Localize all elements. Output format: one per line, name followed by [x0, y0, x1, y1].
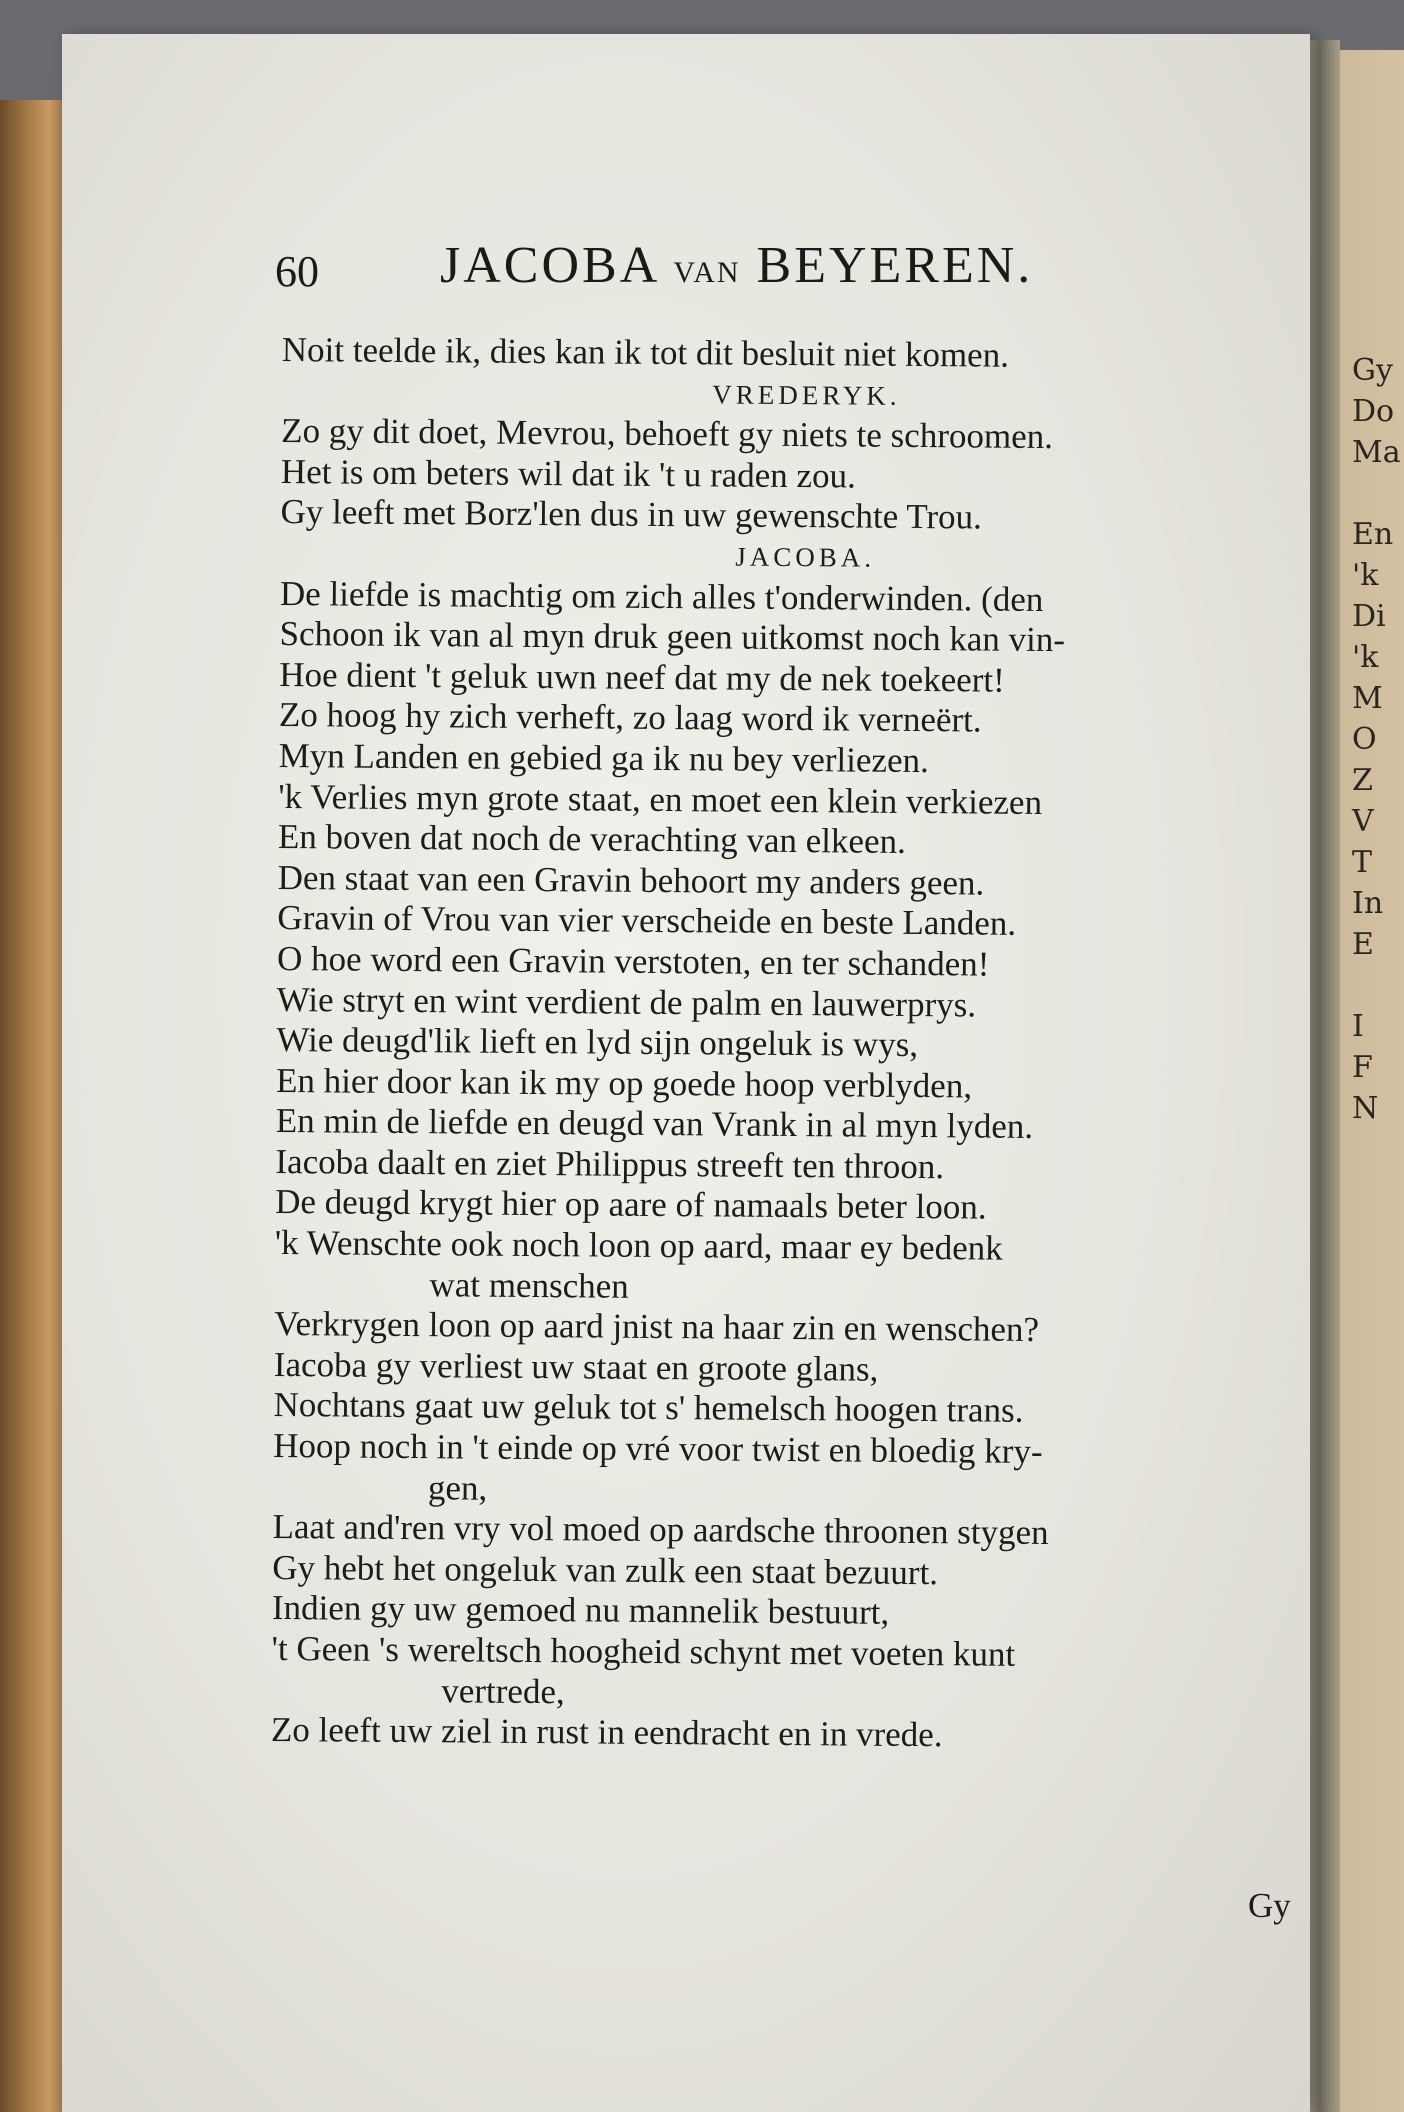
- verse-line: Laat and'ren vry vol moed op aardsche throonen stygen: [272, 1507, 1049, 1553]
- verse-line: Wie stryt en wint verdient de palm en lauwerprys.: [276, 979, 977, 1024]
- verse-line: O hoe word een Gravin verstoten, en ter schanden!: [276, 938, 990, 984]
- verse-line: 'k Verlies myn grote staat, en moet een klein verkiezen: [278, 776, 1043, 822]
- running-head-beyeren: BEYEREN.: [756, 237, 1034, 294]
- facing-page-fragment: I: [1352, 1009, 1364, 1044]
- verse-line: Noit teelde ik, dies kan ik tot dit besluit niet komen.: [281, 330, 1010, 375]
- speaker-name: JACOBA.: [735, 541, 876, 573]
- facing-page-fragment: Gy: [1352, 353, 1393, 388]
- facing-page-fragment: Z: [1352, 763, 1373, 798]
- verse-line: Zo hoog hy zich verheft, zo laag word ik verneërt.: [278, 695, 982, 740]
- verse-line: Gy hebt het ongeluk van zulk een staat bezuurt.: [272, 1547, 939, 1593]
- verse-line: Zo leeft uw ziel in rust in eendracht en in vrede.: [270, 1710, 943, 1755]
- facing-page-fragment: M: [1352, 681, 1383, 716]
- verse-line: En min de liefde en deugd van Vrank in al myn lyden.: [275, 1101, 1034, 1147]
- verse-text-block: [271, 330, 1292, 1759]
- facing-page-fragment: In: [1352, 886, 1384, 921]
- verse-line: Het is om beters wil dat ik 't u raden zou.: [280, 451, 856, 496]
- catchword: Gy: [1248, 1886, 1291, 1925]
- verse-line: De deugd krygt hier op aare of namaals beter loon.: [274, 1182, 987, 1228]
- verse-line: Den staat van een Gravin behoort my anders geen.: [277, 857, 985, 903]
- verse-line: Iacoba gy verliest uw staat en groote glans,: [273, 1344, 879, 1389]
- verse-line: Verkrygen loon op aard jnist na haar zin en wenschen?: [274, 1304, 1040, 1350]
- speaker-name: VREDERYK.: [712, 378, 901, 411]
- facing-page-fragment: Di: [1352, 599, 1386, 634]
- facing-page-fragment: O: [1352, 722, 1377, 757]
- facing-page-fragment: N: [1352, 1091, 1379, 1126]
- verse-line: vertrede,: [441, 1670, 565, 1711]
- facing-page-fragment: 'k: [1352, 558, 1379, 593]
- verse-line: Hoop noch in 't einde op vré voor twist en bloedig kry-: [273, 1425, 1043, 1472]
- verse-line: En boven dat noch de verachting van elkeen.: [277, 817, 906, 862]
- verse-line: Schoon ik van al myn druk geen uitkomst noch kan vin-: [279, 614, 1066, 660]
- verse-line: 'k Wenschte ook noch loon op aard, maar ey bedenk: [274, 1223, 1003, 1268]
- facing-page-fragment: [1352, 971, 1401, 1012]
- facing-page-fragment: 'k: [1352, 640, 1379, 675]
- verse-line: Zo gy dit doet, Mevrou, behoeft gy niets te schroomen.: [281, 411, 1054, 457]
- facing-page-fragment: En: [1352, 517, 1394, 552]
- running-head-jacoba: JACOBA: [440, 237, 658, 294]
- facing-page-fragment: [1352, 479, 1401, 520]
- verse-line: Indien gy uw gemoed nu mannelik bestuurt,: [271, 1588, 890, 1633]
- facing-page-fragment: Do: [1352, 394, 1395, 429]
- running-head-van: VAN: [673, 256, 741, 289]
- verse-line: De liefde is machtig om zich alles t'onderwinden. (den: [279, 573, 1044, 619]
- facing-page-text: [1352, 353, 1401, 1135]
- verse-line: 't Geen 's wereltsch hoogheid schynt met voeten kunt: [271, 1628, 1016, 1674]
- page-number: 60: [275, 247, 319, 296]
- verse-line: Myn Landen en gebied ga ik nu bey verliezen.: [278, 735, 929, 781]
- facing-page-fragment: T: [1352, 845, 1373, 880]
- verse-line: Wie deugd'lik lieft en lyd sijn ongeluk is wys,: [276, 1020, 919, 1065]
- facing-page-fragment: F: [1352, 1050, 1373, 1085]
- facing-page-fragment: E: [1352, 927, 1374, 962]
- running-head: [440, 236, 1033, 295]
- facing-page-fragment: V: [1352, 804, 1374, 839]
- verse-line: Gravin of Vrou van vier verscheide en beste Landen.: [277, 898, 1017, 944]
- verse-line: gen,: [427, 1467, 488, 1508]
- verse-line: Iacoba daalt en ziet Philippus streeft ten throon.: [275, 1141, 945, 1187]
- book-page-edges: [0, 100, 70, 2112]
- facing-page-fragment: Ma: [1352, 435, 1401, 470]
- verse-line: Hoe dient 't geluk uwn neef dat my de nek toekeert!: [279, 654, 1005, 700]
- verse-line: Gy leeft met Borz'len dus in uw gewenschte Trou.: [280, 492, 983, 537]
- verse-line: wat menschen: [429, 1264, 629, 1306]
- verse-line: En hier door kan ik my op goede hoop verblyden,: [275, 1060, 973, 1106]
- verse-line: Nochtans gaat uw geluk tot s' hemelsch hoogen trans.: [273, 1385, 1024, 1431]
